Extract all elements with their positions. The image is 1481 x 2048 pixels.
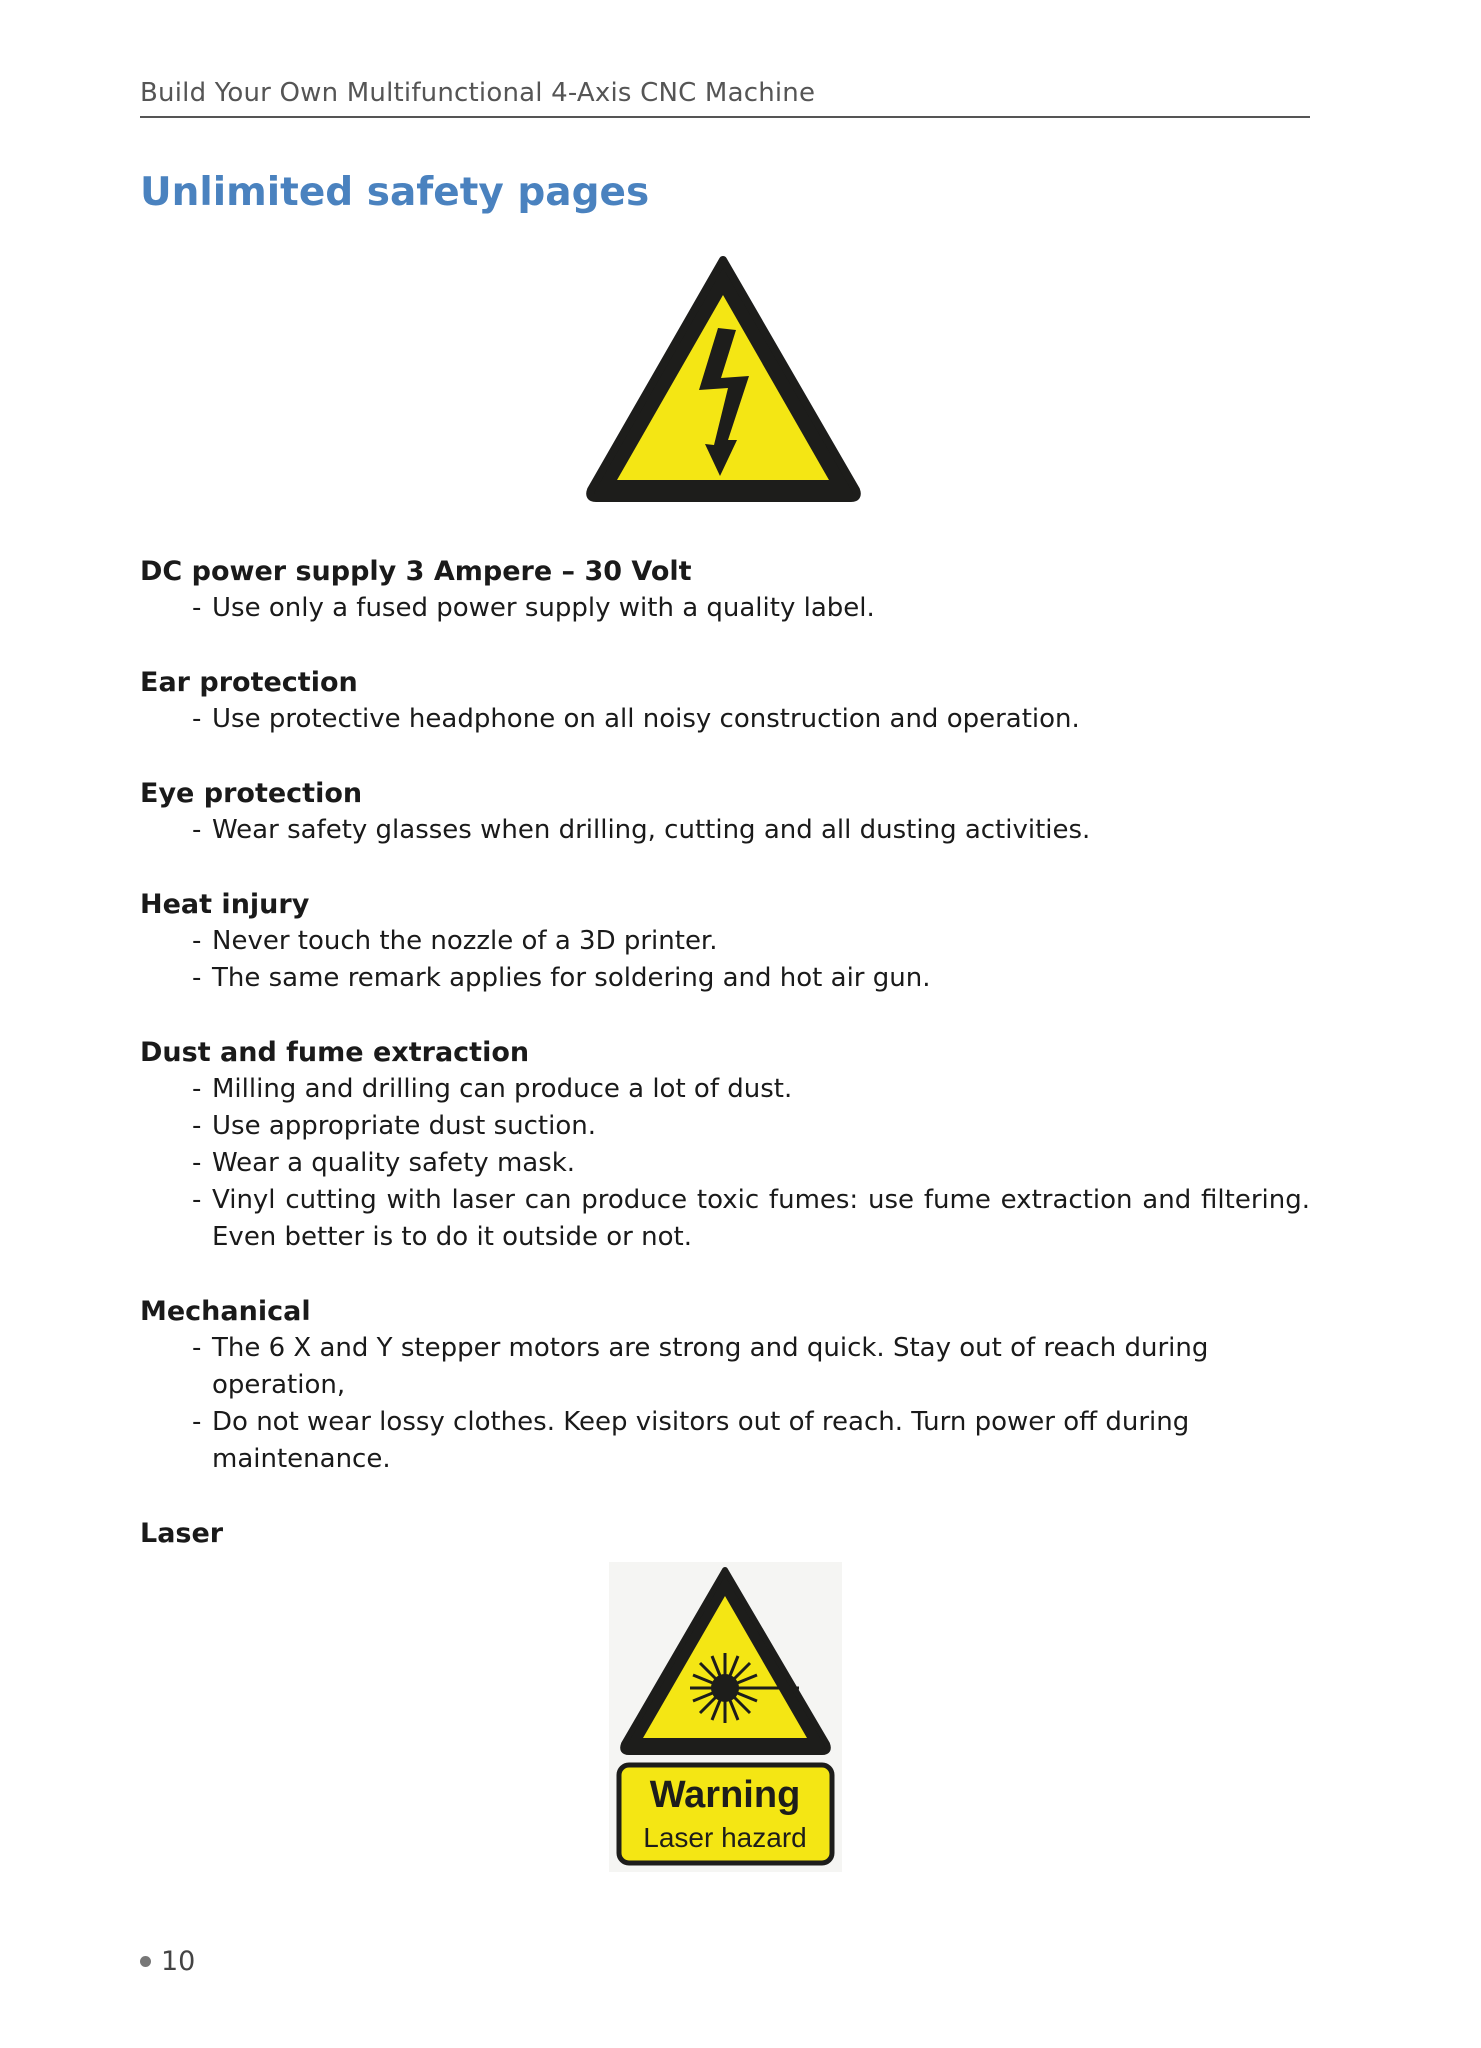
section-heading: DC power supply 3 Ampere – 30 Volt <box>140 556 692 587</box>
high-voltage-warning-icon <box>581 250 866 505</box>
laser-sign-hazard: Laser hazard <box>643 1822 807 1853</box>
list-item: - Use appropriate dust suction. <box>140 1108 1310 1145</box>
page-number: 10 <box>161 1946 196 1977</box>
list-item: - The same remark applies for soldering and hot air gun. <box>140 960 1310 997</box>
page-footer <box>140 1946 195 1977</box>
list-item: - The 6 X and Y stepper motors are strong and quick. Stay out of reach during operation, <box>140 1330 1310 1404</box>
section-ear-protection <box>140 664 1310 738</box>
safety-sections <box>140 553 1310 1589</box>
list-item: - Never touch the nozzle of a 3D printer. <box>140 923 1310 960</box>
list-item: - Vinyl cutting with laser can produce toxic fumes: use fume extraction and filtering. Even better is to do it outside or not. <box>140 1182 1310 1256</box>
bullet-icon <box>140 1956 151 1967</box>
section-mechanical <box>140 1293 1310 1478</box>
section-heading: Heat injury <box>140 889 310 920</box>
section-heading: Ear protection <box>140 667 358 698</box>
section-dc-power <box>140 553 1310 627</box>
list-item: - Wear a quality safety mask. <box>140 1145 1310 1182</box>
running-header: Build Your Own Multifunctional 4-Axis CNC Machine <box>140 78 1310 118</box>
page-title: Unlimited safety pages <box>140 170 650 215</box>
section-heading: Dust and fume extraction <box>140 1037 530 1068</box>
section-laser <box>140 1515 1310 1552</box>
list-item: - Wear safety glasses when drilling, cutting and all dusting activities. <box>140 812 1310 849</box>
section-dust-fume <box>140 1034 1310 1256</box>
section-eye-protection <box>140 775 1310 849</box>
laser-warning-icon <box>609 1562 842 1872</box>
list-item: - Do not wear lossy clothes. Keep visitors out of reach. Turn power off during maintenance. <box>140 1404 1310 1478</box>
list-item: - Milling and drilling can produce a lot of dust. <box>140 1071 1310 1108</box>
section-heading: Mechanical <box>140 1296 311 1327</box>
list-item: - Use protective headphone on all noisy construction and operation. <box>140 701 1310 738</box>
laser-sign-warning: Warning <box>649 1774 801 1816</box>
list-item: - Use only a fused power supply with a quality label. <box>140 590 1310 627</box>
section-heading: Laser <box>140 1518 224 1549</box>
section-heat-injury <box>140 886 1310 997</box>
section-heading: Eye protection <box>140 778 363 809</box>
